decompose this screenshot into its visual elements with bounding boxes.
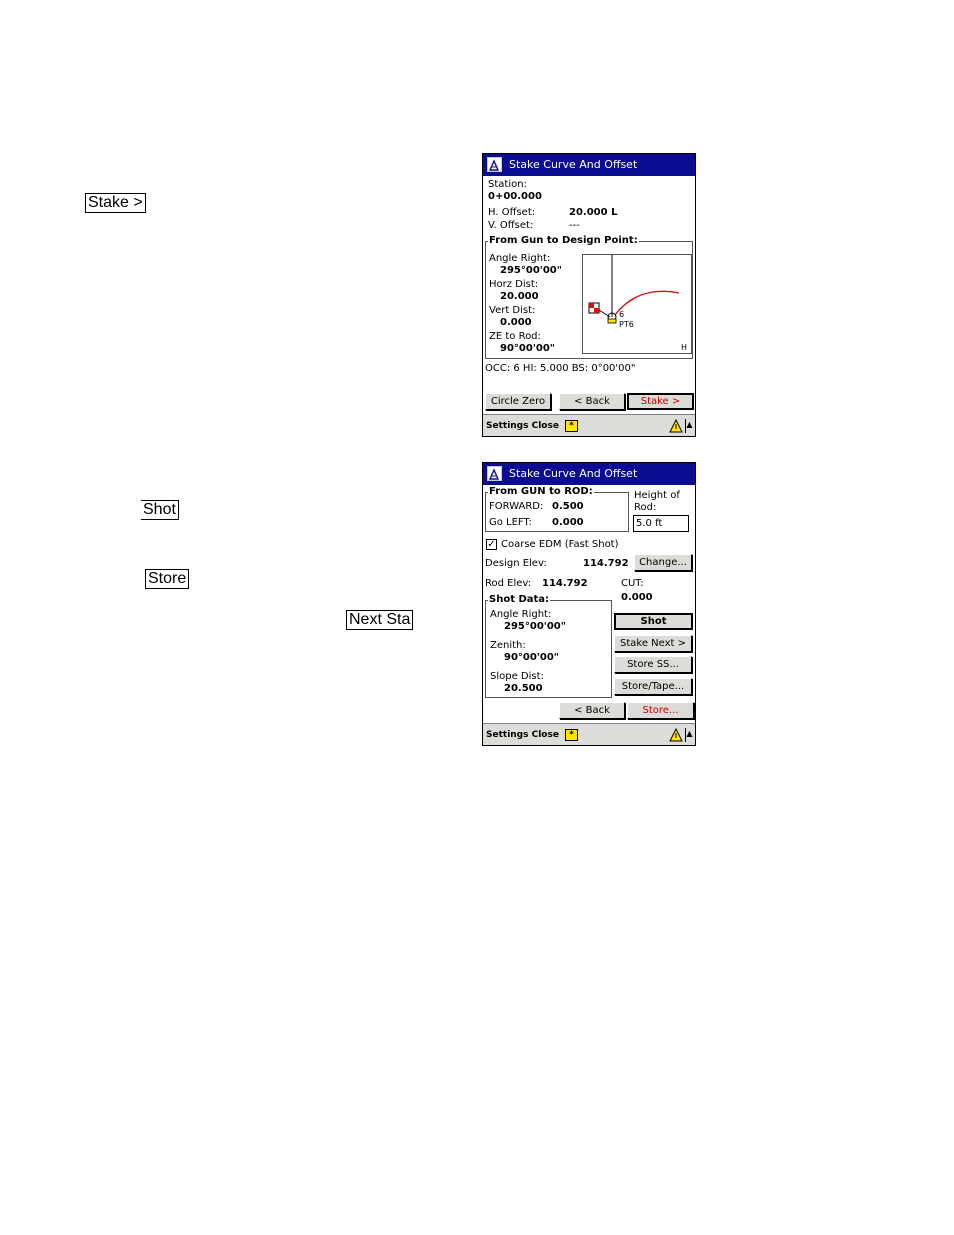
gun-to-rod-group (485, 486, 629, 532)
forward-label: FORWARD: (489, 501, 544, 512)
shot-label: Shot (141, 500, 179, 520)
window-body (483, 176, 695, 414)
app-icon[interactable] (487, 157, 502, 172)
height-of-rod-label: Height of (634, 490, 680, 501)
shot-data-group (485, 594, 612, 698)
horz-dist-label: Horz Dist: (489, 279, 539, 290)
store-ss-button[interactable]: Store SS... (614, 656, 692, 673)
horz-dist-value: 20.000 (500, 291, 539, 302)
taskbar (483, 723, 695, 745)
go-left-value: 0.000 (552, 517, 584, 528)
stake-button[interactable]: Stake > (627, 393, 694, 410)
angle-right-value: 295°00'00" (504, 621, 566, 632)
design-elev-value: 114.792 (583, 558, 629, 569)
ze-to-rod-label: ZE to Rod: (489, 331, 541, 342)
forward-value: 0.500 (552, 501, 584, 512)
vert-dist-value: 0.000 (500, 317, 532, 328)
h-offset-label: H. Offset: (488, 207, 536, 218)
stake-plot[interactable] (582, 254, 692, 354)
v-offset-label: V. Offset: (488, 220, 534, 231)
taskbar (483, 414, 695, 436)
scroll-up-icon[interactable]: ▲ (685, 728, 693, 742)
group-title: From GUN to ROD: (489, 486, 593, 497)
warning-triangle-icon[interactable] (669, 728, 683, 742)
coarse-edm-checkbox[interactable]: ✓ (487, 539, 496, 550)
back-button[interactable]: < Back (559, 702, 625, 719)
angle-right-label: Angle Right: (490, 609, 552, 620)
store-label: Store (145, 569, 189, 589)
store-tape-button[interactable]: Store/Tape... (614, 678, 692, 695)
app-icon[interactable] (487, 466, 502, 481)
status-line: OCC: 6 HI: 5.000 BS: 0°00'00" (485, 363, 636, 374)
warning-triangle-icon[interactable] (669, 419, 683, 433)
height-of-rod-input[interactable]: 5.0 ft (633, 515, 689, 532)
ze-to-rod-value: 90°00'00" (500, 343, 556, 354)
taskbar-menu[interactable]: Settings Close (486, 421, 559, 431)
plot-point-b: PT6 (619, 320, 634, 329)
taskbar-menu[interactable]: Settings Close (486, 730, 559, 740)
stake-curve-window-1 (482, 153, 696, 437)
station-value: 0+00.000 (488, 191, 542, 202)
circle-zero-button[interactable]: Circle Zero (485, 393, 551, 410)
store-button[interactable]: Store... (627, 702, 694, 719)
rod-elev-label: Rod Elev: (485, 578, 532, 589)
group-title: From Gun to Design Point: (489, 235, 638, 246)
change-button[interactable]: Change... (634, 554, 692, 571)
rod-label: Rod: (634, 502, 657, 513)
angle-right-label: Angle Right: (489, 253, 551, 264)
design-elev-label: Design Elev: (485, 558, 547, 569)
window-body (483, 485, 695, 723)
plot-point-a: 6 (619, 310, 625, 319)
rod-target-icon (589, 303, 599, 313)
cut-label: CUT: (621, 578, 644, 589)
shot-button[interactable]: Shot (614, 613, 693, 630)
stake-next-button[interactable]: Stake Next > (614, 635, 692, 652)
zenith-label: Zenith: (490, 640, 526, 651)
window-title: Stake Curve And Offset (509, 158, 638, 171)
vert-dist-label: Vert Dist: (489, 305, 536, 316)
stake-label: Stake > (85, 193, 146, 213)
slope-dist-label: Slope Dist: (490, 671, 544, 682)
stake-curve-window-2 (482, 462, 696, 746)
plot-graphics (583, 255, 691, 353)
angle-right-value: 295°00'00" (500, 265, 562, 276)
keyboard-icon[interactable]: * (565, 420, 578, 432)
coarse-edm-label: Coarse EDM (Fast Shot) (501, 539, 619, 550)
slope-dist-value: 20.500 (504, 683, 543, 694)
window-title: Stake Curve And Offset (509, 467, 638, 480)
keyboard-icon[interactable]: * (565, 729, 578, 741)
cut-value: 0.000 (621, 592, 653, 603)
v-offset-value: --- (569, 220, 580, 231)
go-left-label: Go LEFT: (489, 517, 532, 528)
gun-to-design-group (485, 235, 693, 359)
zenith-value: 90°00'00" (504, 652, 560, 663)
plot-corner-label: H (681, 343, 688, 352)
next-sta-label: Next Sta (346, 610, 413, 630)
group-title: Shot Data: (489, 594, 550, 605)
h-offset-value: 20.000 L (569, 207, 618, 218)
back-button[interactable]: < Back (559, 393, 625, 410)
station-label: Station: (488, 179, 527, 190)
title-bar (483, 463, 695, 485)
title-bar (483, 154, 695, 176)
rod-elev-value: 114.792 (542, 578, 588, 589)
scroll-up-icon[interactable]: ▲ (685, 419, 693, 433)
